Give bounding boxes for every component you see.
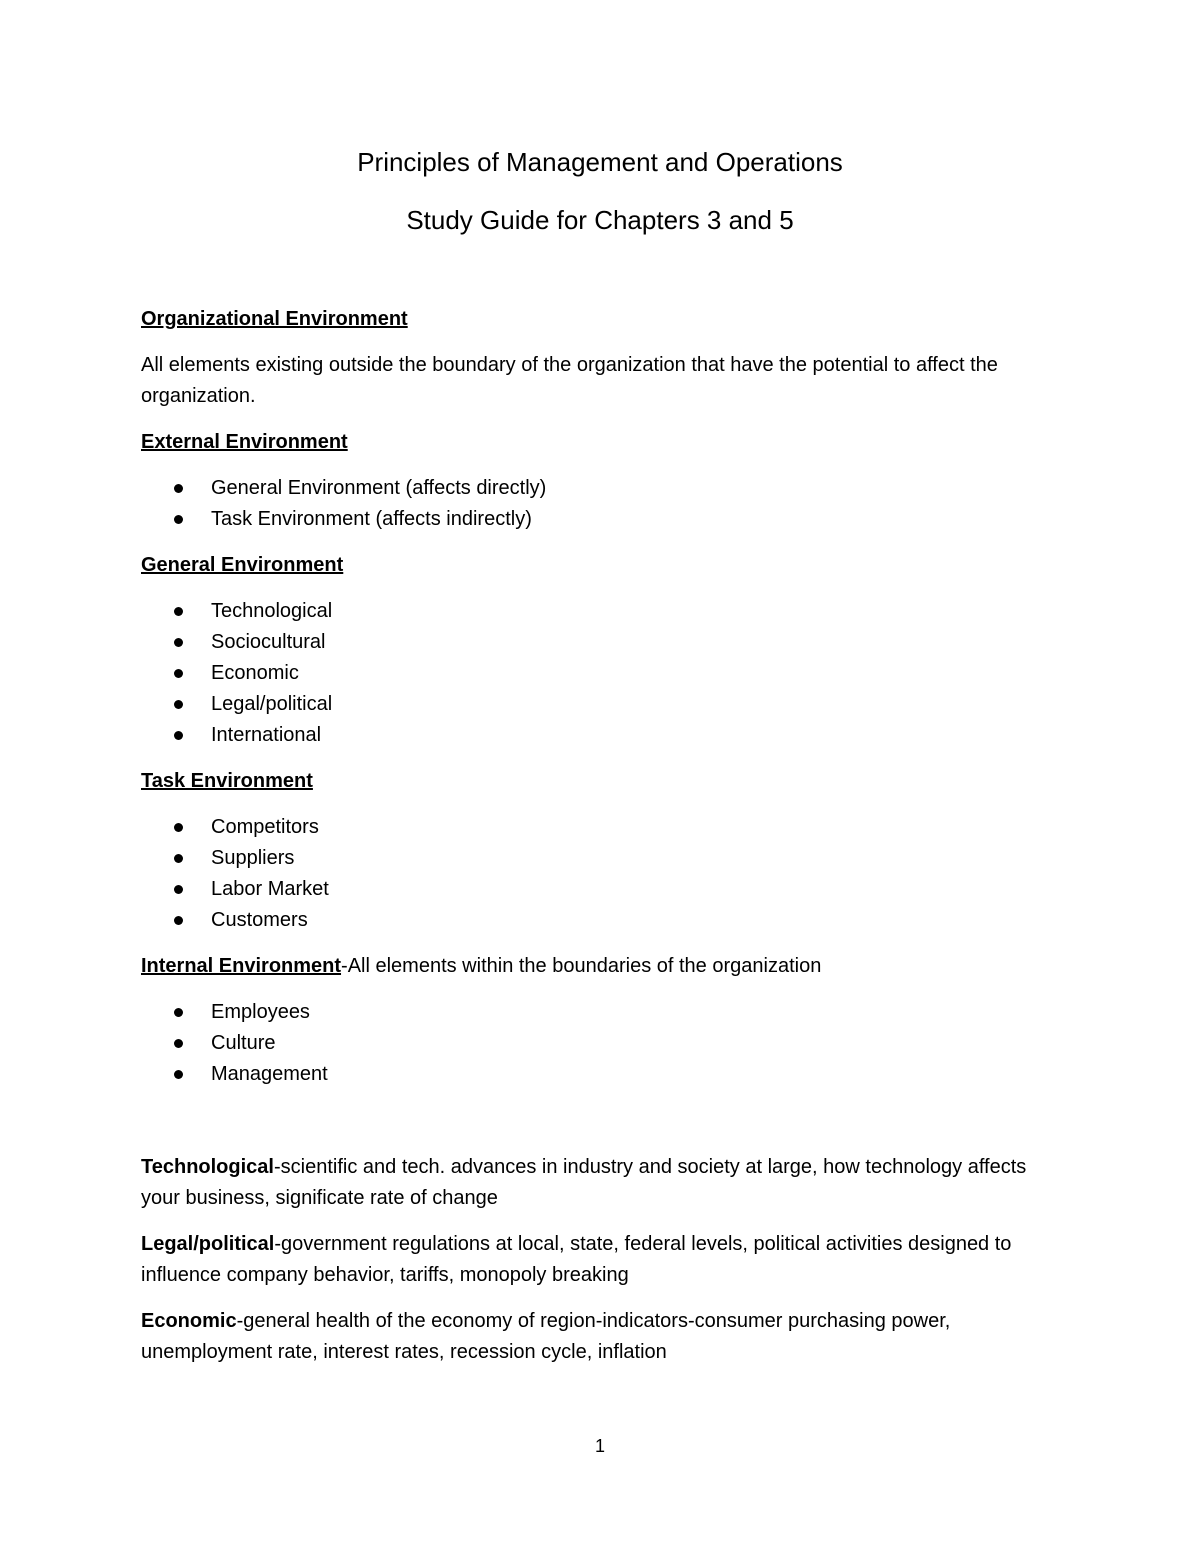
task-environment-list <box>141 812 1061 936</box>
bullet-icon <box>174 700 183 709</box>
definition-term: Technological <box>141 1156 274 1178</box>
bullet-icon <box>174 607 183 616</box>
definition-text: -government regulations at local, state, federal levels, political activities designed to influence company behavior, tariffs, monopoly breaking <box>141 1233 1012 1286</box>
list-item <box>141 473 1061 504</box>
list-item <box>141 905 1061 936</box>
definition-economic <box>141 1306 1061 1368</box>
list-item-text: Economic <box>211 662 299 684</box>
definition-technological <box>141 1152 1061 1214</box>
definition-text: -general health of the economy of region-indicators-consumer purchasing power, unemployment rate, interest rates, recession cycle, inflation <box>141 1310 951 1363</box>
bullet-icon <box>174 823 183 832</box>
section-heading-task-environment: Task Environment <box>141 770 313 792</box>
document-body <box>141 304 1061 1383</box>
list-item-text: International <box>211 724 322 746</box>
definition-text: -scientific and tech. advances in industry and society at large, how technology affects your business, significate rate of change <box>141 1156 1027 1209</box>
organizational-environment-definition: All elements existing outside the boundary of the organization that have the potential to affect the organization. <box>141 354 998 407</box>
internal-environment-definition: -All elements within the boundaries of the organization <box>341 955 822 977</box>
bullet-icon <box>174 854 183 863</box>
section-spacer <box>141 1105 1061 1152</box>
list-item-text: Management <box>211 1063 328 1085</box>
list-item-text: Culture <box>211 1032 276 1054</box>
bullet-icon <box>174 1070 183 1079</box>
section-heading-general-environment: General Environment <box>141 554 344 576</box>
list-item <box>141 874 1061 905</box>
definition-term: Economic <box>141 1310 237 1332</box>
list-item <box>141 1028 1061 1059</box>
page-number: 1 <box>594 1436 605 1456</box>
bullet-icon <box>174 1008 183 1017</box>
list-item-text: Sociocultural <box>211 631 326 653</box>
internal-environment-list <box>141 997 1061 1090</box>
list-item <box>141 596 1061 627</box>
bullet-icon <box>174 638 183 647</box>
document-title: Principles of Management and Operations <box>357 147 843 177</box>
bullet-icon <box>174 484 183 493</box>
bullet-icon <box>174 669 183 678</box>
internal-environment-line <box>141 951 1061 982</box>
list-item <box>141 997 1061 1028</box>
section-heading-external-environment: External Environment <box>141 431 348 453</box>
list-item <box>141 843 1061 874</box>
bullet-icon <box>174 515 183 524</box>
bullet-icon <box>174 731 183 740</box>
external-environment-list <box>141 473 1061 535</box>
list-item-text: General Environment (affects directly) <box>211 477 547 499</box>
list-item-text: Competitors <box>211 816 319 838</box>
list-item-text: Employees <box>211 1001 310 1023</box>
definition-term: Legal/political <box>141 1233 275 1255</box>
list-item-text: Legal/political <box>211 693 333 715</box>
bullet-icon <box>174 885 183 894</box>
section-heading-internal-environment: Internal Environment <box>141 955 342 977</box>
section-heading-organizational-environment: Organizational Environment <box>141 308 408 330</box>
list-item <box>141 504 1061 535</box>
general-environment-list <box>141 596 1061 751</box>
list-item-text: Customers <box>211 909 308 931</box>
list-item <box>141 627 1061 658</box>
bullet-icon <box>174 916 183 925</box>
list-item <box>141 720 1061 751</box>
list-item <box>141 689 1061 720</box>
list-item-text: Technological <box>211 600 333 622</box>
list-item <box>141 658 1061 689</box>
list-item-text: Suppliers <box>211 847 295 869</box>
list-item <box>141 812 1061 843</box>
definition-legal-political <box>141 1229 1061 1291</box>
list-item-text: Labor Market <box>211 878 329 900</box>
document-subtitle: Study Guide for Chapters 3 and 5 <box>406 205 794 235</box>
list-item-text: Task Environment (affects indirectly) <box>211 508 532 530</box>
bullet-icon <box>174 1039 183 1048</box>
list-item <box>141 1059 1061 1090</box>
